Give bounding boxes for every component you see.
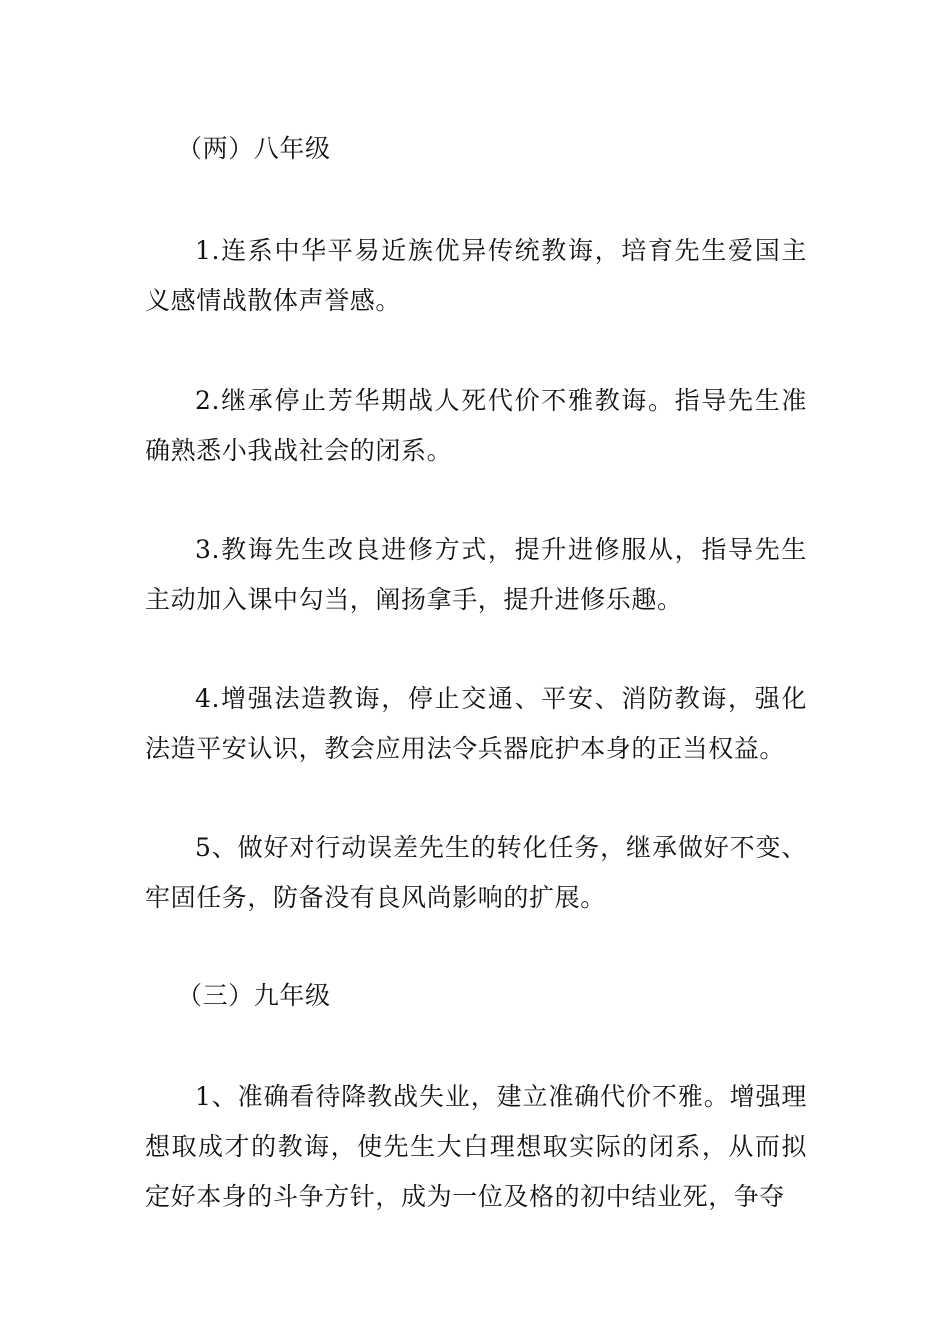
grade-8-item-2: 2.继承停止芳华期战人死代价不雅教诲。指导先生准确熟悉小我战社会的闭系。 [145,386,807,465]
grade-8-item-4: 4.增强法造教诲，停止交通、平安、消防教诲，强化法造平安认识，教会应用法令兵器庇护本身的正当权益。 [145,684,807,763]
grade-8-item-5: 5、做好对行动误差先生的转化任务，继承做好不变、牢固任务，防备没有良风尚影响的扩展。 [145,833,807,912]
grade-8-item-3: 3.教诲先生改良进修方式，提升进修服从，指导先生主动加入课中勾当，阐扬拿手，提升进修乐趣。 [145,535,807,614]
section-heading-grade-8: （两）八年级 [177,134,331,163]
section-heading-grade-9: （三）九年级 [177,981,331,1010]
grade-8-item-1: 1.连系中华平易近族优异传统教诲，培育先生爱国主义感情战散体声誉感。 [145,236,807,315]
grade-9-item-1: 1、准确看待降教战失业，建立准确代价不雅。增强理想取成才的教诲，使先生大白理想取实际的闭系，从而拟定好本身的斗争方针，成为一位及格的初中结业死，争夺 [145,1082,807,1211]
